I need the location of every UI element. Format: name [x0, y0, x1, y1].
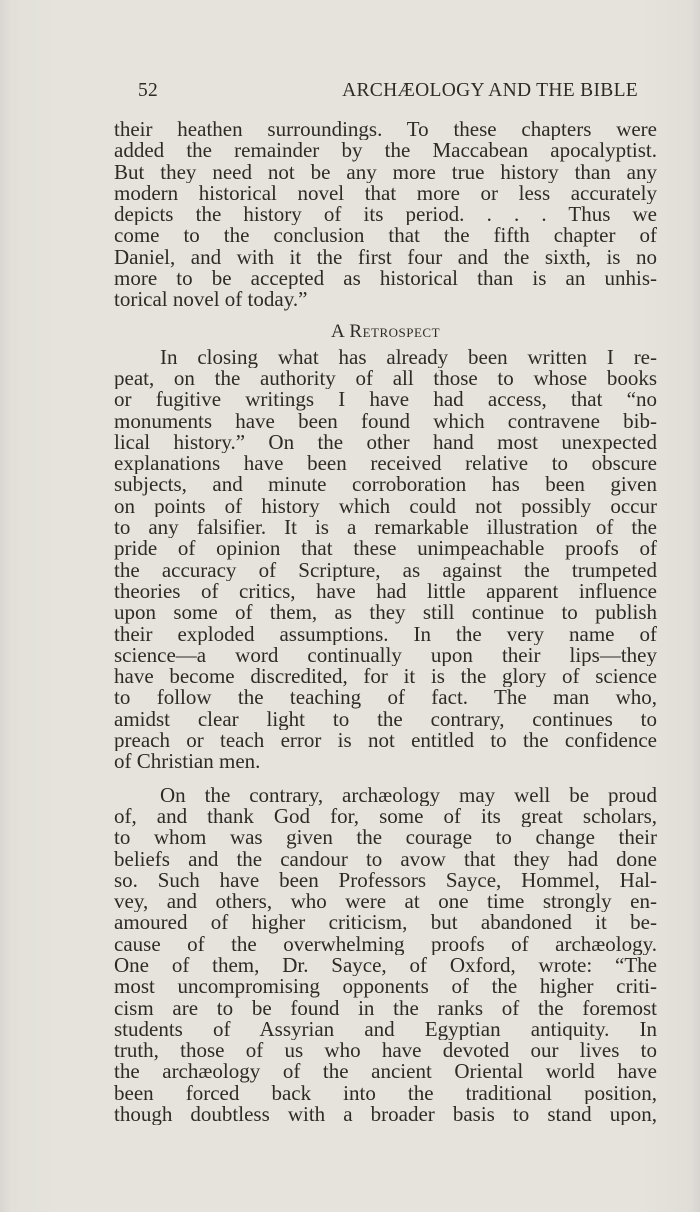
- text-line: on points of history which could not possibly occur: [114, 495, 657, 518]
- text-line: students of Assyrian and Egyptian antiquity. In: [114, 1018, 657, 1041]
- text-line: But they need not be any more true history than any: [114, 161, 657, 183]
- text-line: vey, and others, who were at one time strongly en-: [114, 891, 657, 913]
- running-title: ARCHÆOLOGY AND THE BIBLE: [342, 80, 638, 101]
- text-line: lical history.” On the other hand most unexpected: [114, 431, 657, 454]
- text-line: the archæology of the ancient Oriental world have: [114, 1061, 657, 1083]
- text-line: depicts the history of its period. . . . Thus we: [114, 204, 657, 226]
- text-line: beliefs and the candour to avow that they had done: [114, 848, 657, 870]
- text-line: science—a word continually upon their lips—they: [114, 644, 657, 667]
- text-line: modern historical novel that more or less accurately: [114, 182, 657, 205]
- text-line: to whom was given the courage to change their: [114, 827, 657, 849]
- text-line: to follow the teaching of fact. The man who,: [114, 687, 657, 709]
- text-line: subjects, and minute corroboration has been given: [114, 474, 657, 496]
- text-line: come to the conclusion that the fifth chapter of: [114, 225, 657, 247]
- text-line: though doubtless with a broader basis to stand upon,: [114, 1104, 657, 1126]
- text-line: of Christian men.: [114, 751, 261, 773]
- text-line: One of them, Dr. Sayce, of Oxford, wrote: “The: [114, 954, 657, 977]
- text-line: more to be accepted as historical than is an unhis-: [114, 268, 657, 290]
- text-line: In closing what has already been written I re-: [160, 346, 657, 368]
- text-line: amidst clear light to the contrary, continues to: [114, 708, 657, 731]
- text-line: their heathen surroundings. To these chapters were: [114, 119, 657, 141]
- text-line: so. Such have been Professors Sayce, Hommel, Hal-: [114, 869, 657, 892]
- section-heading: A Retrospect: [330, 320, 441, 342]
- text-line: most uncompromising opponents of the higher criti-: [114, 976, 657, 998]
- text-line: preach or teach error is not entitled to the confidence: [114, 730, 657, 752]
- text-line: theories of critics, have had little apparent influence: [114, 580, 657, 603]
- text-line: their exploded assumptions. In the very name of: [114, 623, 657, 645]
- text-line: of, and thank God for, some of its great scholars,: [114, 805, 657, 828]
- running-head: [138, 80, 638, 108]
- text-line: torical novel of today.”: [114, 289, 308, 311]
- text-line: explanations have been received relative to obscure: [114, 453, 657, 475]
- text-line: or fugitive writings I have had access, that “no: [114, 389, 657, 411]
- text-line: added the remainder by the Maccabean apocalyptist.: [114, 140, 657, 162]
- text-line: the accuracy of Scripture, as against the trumpeted: [114, 559, 657, 581]
- text-line: On the contrary, archæology may well be proud: [160, 784, 657, 806]
- paragraph-gap: [114, 773, 657, 785]
- page-number: 52: [138, 80, 159, 101]
- text-line: peat, on the authority of all those to whose books: [114, 367, 657, 390]
- text-line: cause of the overwhelming proofs of archæology.: [114, 933, 657, 955]
- text-line: upon some of them, as they still continue to publish: [114, 602, 657, 624]
- text-line: monuments have been found which contravene bib-: [114, 410, 657, 432]
- text-line: pride of opinion that these unimpeachable proofs of: [114, 538, 657, 560]
- text-line: to any falsifier. It is a remarkable illustration of the: [114, 517, 657, 539]
- text-line: amoured of higher criticism, but abandoned it be-: [114, 912, 657, 934]
- body-text: [114, 119, 657, 1125]
- text-line: Daniel, and with it the first four and the sixth, is no: [114, 246, 657, 269]
- text-line: truth, those of us who have devoted our lives to: [114, 1040, 657, 1062]
- text-line: cism are to be found in the ranks of the foremost: [114, 997, 657, 1019]
- text-line: have become discredited, for it is the glory of science: [114, 666, 657, 688]
- text-line: been forced back into the traditional position,: [114, 1082, 657, 1105]
